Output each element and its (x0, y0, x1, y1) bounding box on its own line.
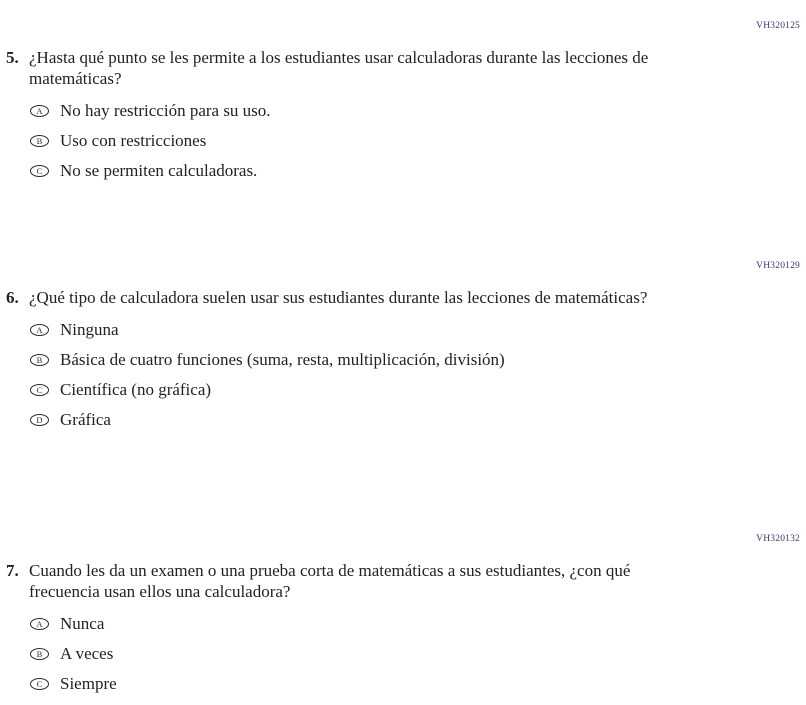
answer-option (30, 675, 806, 693)
question-section (0, 258, 806, 441)
question-text: ¿Hasta qué punto se les permite a los estudiantes usar calculadoras durante las lecciones de matemáticas? (29, 48, 649, 88)
answer-letter: C (36, 384, 43, 395)
answer-option (30, 132, 806, 150)
answer-label: Siempre (60, 674, 117, 693)
answer-label: Ninguna (60, 320, 119, 339)
answer-bubble-icon[interactable] (30, 618, 49, 630)
answer-letter: B (36, 135, 43, 146)
answer-letter: A (36, 324, 43, 335)
answer-letter: D (36, 414, 43, 425)
answer-label: Gráfica (60, 410, 111, 429)
answer-label: Básica de cuatro funciones (suma, resta, multiplicación, división) (60, 350, 505, 369)
answer-option (30, 615, 806, 633)
answer-option (30, 381, 806, 399)
question-row (0, 47, 806, 89)
question-number: 7. (6, 561, 19, 580)
answer-letter: A (36, 618, 43, 629)
answer-bubble-icon[interactable] (30, 105, 49, 117)
answer-label: Nunca (60, 614, 105, 633)
question-section (0, 531, 806, 705)
question-text: ¿Qué tipo de calculadora suelen usar sus estudiantes durante las lecciones de matemáticas? (29, 288, 648, 307)
question-row (0, 287, 806, 308)
answer-bubble-icon[interactable] (30, 135, 49, 147)
answer-option (30, 645, 806, 663)
answer-label: Científica (no gráfica) (60, 380, 212, 399)
answer-bubble-icon[interactable] (30, 354, 49, 366)
answer-label: No se permiten calculadoras. (60, 161, 258, 180)
options-list (0, 321, 806, 429)
answer-option (30, 351, 806, 369)
answer-bubble-icon[interactable] (30, 648, 49, 660)
question-code: VH320129 (756, 261, 800, 271)
answer-bubble-icon[interactable] (30, 165, 49, 177)
question-row (0, 560, 806, 602)
question-code-row (0, 258, 806, 270)
options-list (0, 102, 806, 180)
answer-label: Uso con restricciones (60, 131, 207, 150)
answer-option (30, 102, 806, 120)
question-section (0, 18, 806, 192)
answer-option (30, 321, 806, 339)
answer-letter: A (36, 105, 43, 116)
answer-bubble-icon[interactable] (30, 414, 49, 426)
answer-bubble-icon[interactable] (30, 678, 49, 690)
answer-letter: C (36, 165, 43, 176)
answer-label: A veces (60, 644, 114, 663)
answer-bubble-icon[interactable] (30, 324, 49, 336)
options-list (0, 615, 806, 693)
answer-label: No hay restricción para su uso. (60, 101, 271, 120)
answer-option (30, 162, 806, 180)
answer-letter: B (36, 648, 43, 659)
question-code-row (0, 18, 806, 30)
answer-letter: B (36, 354, 43, 365)
answer-bubble-icon[interactable] (30, 384, 49, 396)
question-code-row (0, 531, 806, 543)
question-number: 6. (6, 288, 19, 307)
question-number: 5. (6, 48, 19, 67)
question-code: VH320125 (756, 21, 800, 31)
question-text: Cuando les da un examen o una prueba corta de matemáticas a sus estudiantes, ¿con qué frecuencia usan ellos una calculadora? (29, 561, 631, 601)
answer-option (30, 411, 806, 429)
answer-letter: C (36, 678, 43, 689)
question-code: VH320132 (756, 534, 800, 544)
